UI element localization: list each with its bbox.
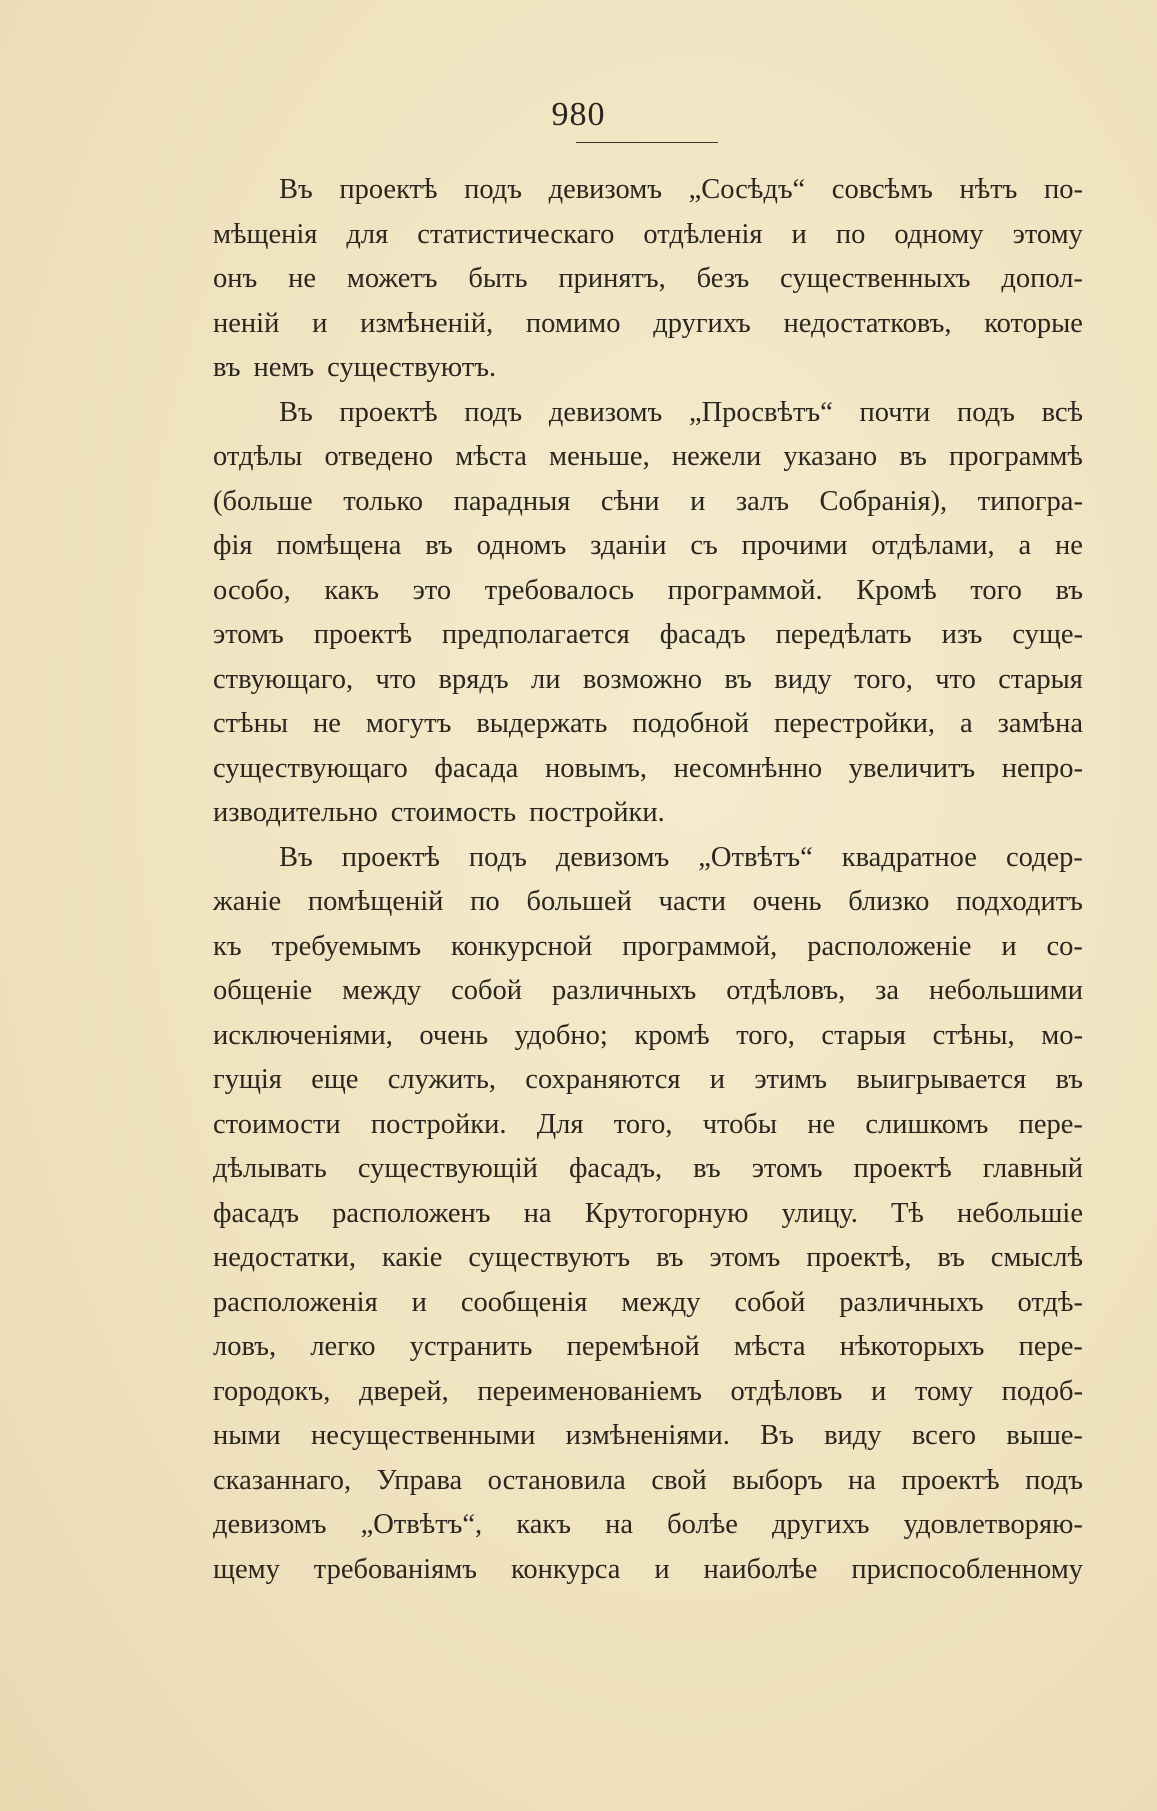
word: не [312, 708, 341, 739]
word: требованіямъ [313, 1553, 478, 1585]
word: несущественными [310, 1420, 536, 1451]
word: въ [1055, 1064, 1083, 1095]
page-number: 980 [551, 96, 606, 133]
word: отдѣловъ, [726, 975, 846, 1006]
word: другихъ [653, 307, 751, 339]
word: одномъ [476, 530, 567, 561]
text-line [213, 524, 1083, 569]
paragraph-soseed [213, 168, 1083, 391]
word: „Сосѣдъ“ [688, 174, 806, 205]
word: статистическаго [417, 218, 615, 250]
word: жаніе [213, 886, 282, 917]
word: изводительно [213, 797, 378, 828]
word: предполагается [441, 619, 630, 650]
word: въ [656, 1242, 684, 1273]
word: небольшіе [956, 1197, 1083, 1229]
word: не [1054, 530, 1083, 561]
word: девизомъ [548, 174, 662, 205]
word: этомъ [709, 1242, 781, 1273]
word: одному [894, 218, 984, 250]
word: быть [468, 263, 528, 294]
word: щему [213, 1553, 280, 1585]
word: Собранія), [819, 485, 948, 517]
word: расположенъ [332, 1197, 491, 1229]
word: залъ [735, 485, 790, 517]
word: на [605, 1509, 634, 1540]
word: главный [982, 1153, 1083, 1184]
word: существенныхъ [780, 263, 971, 294]
word: служить, [387, 1064, 497, 1095]
text-line [213, 1236, 1083, 1281]
text-line [213, 1414, 1083, 1459]
paragraph-otvet [213, 836, 1083, 1593]
paragraph-prosvet [213, 391, 1083, 836]
text-line [213, 1147, 1083, 1192]
text-line [213, 213, 1083, 258]
word: „Просвѣтъ“ [688, 396, 833, 428]
word: проектѣ [339, 174, 438, 205]
word: стоимости [213, 1108, 341, 1140]
word: (больше [213, 485, 313, 517]
word: собой [734, 1286, 806, 1318]
word: болѣе [667, 1509, 738, 1540]
word: пере- [1018, 1108, 1083, 1140]
text-line [213, 1103, 1083, 1148]
word: допол- [1001, 263, 1083, 294]
text-line [213, 257, 1083, 302]
word: на [523, 1197, 552, 1229]
word: принятъ, [558, 263, 666, 294]
word: недостатковъ, [783, 307, 952, 339]
word: непро- [1001, 752, 1083, 784]
word: Для [536, 1108, 584, 1140]
word: этимъ [754, 1064, 828, 1095]
word: какъ [324, 574, 379, 606]
word: требовалось [484, 574, 635, 606]
word: стоимость [390, 797, 517, 828]
word: прочими [741, 530, 848, 561]
text-line [213, 1014, 1083, 1059]
text-line [213, 925, 1083, 970]
word: для [346, 218, 389, 250]
word: и [411, 1286, 427, 1318]
word: только [343, 485, 424, 517]
word: въ [213, 352, 241, 383]
text-line [213, 836, 1083, 881]
word: перестройки, [774, 708, 936, 739]
word: того, [736, 1019, 795, 1051]
word: Управа [376, 1464, 463, 1496]
word: остановила [487, 1464, 626, 1496]
word: какъ [516, 1509, 571, 1540]
word: и [871, 1375, 887, 1407]
word: девизомъ [548, 396, 663, 428]
text-line [213, 569, 1083, 614]
word: очень [752, 886, 822, 917]
word: стѣны, [932, 1019, 1015, 1051]
word: фія [213, 530, 253, 561]
word: части [658, 886, 726, 917]
word: близко [848, 886, 930, 917]
word: приспособленному [851, 1553, 1083, 1585]
word: меньше, [549, 441, 650, 472]
word: существующій [357, 1153, 538, 1184]
word: отдѣловъ [730, 1375, 843, 1407]
word: старыя [821, 1019, 907, 1051]
word: и [709, 1064, 726, 1095]
word: гущія [213, 1064, 282, 1095]
word: всѣ [1041, 396, 1083, 428]
text-line [213, 1503, 1083, 1548]
word: по- [1043, 174, 1083, 205]
word: наиболѣе [703, 1553, 818, 1585]
word: небольшими [928, 975, 1083, 1006]
word: зданіи [590, 530, 667, 561]
word: въ [693, 1153, 721, 1184]
word: измѣненій, [360, 307, 494, 339]
text-line [213, 391, 1083, 436]
word: виду [824, 1420, 882, 1451]
word: различныхъ [551, 975, 697, 1006]
word: между [342, 975, 422, 1006]
word: общеніе [213, 975, 313, 1006]
text-line [213, 1192, 1083, 1237]
word: въ [899, 441, 927, 472]
word: совсѣмъ [831, 174, 933, 205]
word: немъ [253, 352, 315, 383]
word: виду [774, 663, 832, 695]
word: девизомъ [555, 841, 670, 873]
word: выигрывается [856, 1064, 1027, 1095]
word: этомъ [213, 619, 284, 650]
word: и [1001, 930, 1017, 962]
word: мѣщенія [213, 218, 318, 250]
word: Въ [760, 1420, 794, 1451]
word: отведено [324, 441, 434, 472]
word: нежели [671, 441, 762, 472]
word: въ [724, 663, 752, 695]
word: существующаго [213, 752, 408, 784]
word: врядъ [438, 663, 509, 695]
text-line [213, 1370, 1083, 1415]
word: того [970, 574, 1022, 606]
word: а [1018, 530, 1032, 561]
word: девизомъ [213, 1509, 327, 1540]
word: ными [213, 1420, 281, 1451]
word: передѣлать [775, 619, 912, 650]
word: собой [451, 975, 523, 1006]
word: изъ [941, 619, 983, 650]
text-line [213, 435, 1083, 480]
word: переименованіемъ [477, 1375, 702, 1407]
word: подъ [468, 841, 527, 873]
word: проектѣ [901, 1464, 1000, 1496]
word: ловъ, [213, 1331, 277, 1362]
text-line [213, 969, 1083, 1014]
word: указано [783, 441, 878, 472]
word: что [935, 663, 976, 695]
word: не [288, 263, 316, 294]
word: это [412, 574, 452, 606]
word: сказаннаго, [213, 1464, 352, 1496]
word: еще [311, 1064, 359, 1095]
word: постройки. [529, 797, 665, 828]
word: отдѣлами, [871, 530, 995, 561]
word: городокъ, [213, 1375, 331, 1407]
word: могутъ [365, 708, 452, 739]
word: программой, [622, 930, 778, 962]
word: очень [419, 1019, 489, 1051]
word: проектѣ [853, 1153, 952, 1184]
word: мѣста [455, 441, 527, 472]
word: возможно [582, 663, 703, 695]
word: въ [1055, 574, 1083, 606]
word: особо, [213, 574, 291, 606]
word: типогра- [977, 485, 1083, 517]
word: существуютъ [468, 1242, 631, 1273]
word: старыя [998, 663, 1083, 695]
text-line [213, 613, 1083, 658]
text-line [213, 346, 1083, 391]
word: фасадъ, [568, 1153, 663, 1184]
word: фасадъ [213, 1197, 300, 1229]
word: новымъ, [544, 752, 647, 784]
word: слишкомъ [865, 1108, 989, 1140]
word: Кромѣ [856, 574, 937, 606]
word: помѣщеній [307, 886, 444, 917]
word: дверей, [358, 1375, 449, 1407]
word: помимо [525, 307, 621, 339]
word: различныхъ [839, 1286, 984, 1318]
word: пере- [1018, 1331, 1083, 1362]
word: ствующаго, [213, 663, 354, 695]
text-line [213, 747, 1083, 792]
text-line [213, 168, 1083, 213]
word: на [848, 1464, 876, 1496]
word: этому [1012, 218, 1083, 250]
word: онъ [213, 263, 258, 294]
word: за [875, 975, 900, 1006]
word: смыслѣ [990, 1242, 1083, 1273]
word: къ [213, 930, 242, 962]
word: Тѣ [890, 1197, 924, 1229]
text-line [213, 480, 1083, 525]
word: удовлетворяю- [903, 1509, 1083, 1540]
word: и [312, 307, 328, 339]
word: „Отвѣтъ“, [360, 1509, 483, 1540]
word: парадныя [453, 485, 571, 517]
word: свой [651, 1464, 707, 1496]
word: почти [859, 396, 931, 428]
word: можетъ [346, 263, 438, 294]
word: постройки. [370, 1108, 507, 1140]
word: замѣна [997, 708, 1083, 739]
word: чтобы [702, 1108, 778, 1140]
page-number-underline [576, 142, 718, 143]
word: измѣненіями. [565, 1420, 730, 1451]
word: того, [854, 663, 913, 695]
word: большей [526, 886, 632, 917]
text-line [213, 702, 1083, 747]
word: Крутогорную [584, 1197, 749, 1229]
word: нѣкоторыхъ [839, 1331, 985, 1362]
word: сѣни [600, 485, 660, 517]
word: отдѣ- [1017, 1286, 1083, 1318]
word: какіе [381, 1242, 443, 1273]
word: между [621, 1286, 701, 1318]
word: отдѣленія [643, 218, 763, 250]
word: подъ [1025, 1464, 1083, 1496]
word: подъ [464, 174, 522, 205]
word: содер- [1005, 841, 1083, 873]
word: суще- [1012, 619, 1083, 650]
word: подъ [956, 396, 1015, 428]
text-line [213, 302, 1083, 347]
word: кромѣ [634, 1019, 710, 1051]
word: дѣлывать [213, 1153, 327, 1184]
word: проектѣ, [806, 1242, 912, 1273]
word: подъ [464, 396, 523, 428]
word: неній [213, 307, 280, 339]
word: того, [613, 1108, 673, 1140]
word: Въ [279, 174, 313, 205]
word: требуемымъ [271, 930, 422, 962]
text-body [213, 168, 1083, 1592]
text-line [213, 658, 1083, 703]
word: недостатки, [213, 1242, 357, 1273]
word: проектѣ [341, 841, 440, 873]
word: фасадъ [659, 619, 746, 650]
word: съ [690, 530, 718, 561]
word: улицу. [781, 1197, 858, 1229]
word: сохраняются [525, 1064, 681, 1095]
word: а [960, 708, 973, 739]
word: всего [911, 1420, 976, 1451]
word: стѣны [213, 708, 288, 739]
text-line [213, 1058, 1083, 1103]
text-line [213, 1459, 1083, 1504]
word: проектѣ [339, 396, 438, 428]
word: другихъ [772, 1509, 870, 1540]
word: программой. [667, 574, 823, 606]
word: выборъ [732, 1464, 823, 1496]
word: подходитъ [956, 886, 1083, 917]
word: по [835, 218, 866, 250]
text-line [213, 791, 1083, 836]
word: по [470, 886, 500, 917]
word: помѣщена [276, 530, 402, 561]
word: мѣста [733, 1331, 806, 1362]
word: безъ [696, 263, 750, 294]
word: этомъ [751, 1153, 823, 1184]
word: со- [1046, 930, 1083, 962]
word: легко [310, 1331, 376, 1362]
word: Въ [279, 841, 313, 873]
word: отдѣлы [213, 441, 303, 472]
word: въ [425, 530, 453, 561]
word: конкурса [510, 1553, 621, 1585]
word: существуютъ. [327, 352, 497, 383]
word: увеличитъ [848, 752, 976, 784]
word: ли [531, 663, 561, 695]
text-line [213, 880, 1083, 925]
word: нѣтъ [959, 174, 1018, 205]
word: программѣ [949, 441, 1083, 472]
word: конкурсной [451, 930, 593, 962]
word: исключеніями, [213, 1019, 393, 1051]
word: расположеніе [807, 930, 972, 962]
word: расположенія [213, 1286, 378, 1318]
word: перемѣной [566, 1331, 700, 1362]
word: фасада [434, 752, 519, 784]
word: проектѣ [313, 619, 412, 650]
word: и [690, 485, 706, 517]
word: которые [984, 307, 1083, 339]
word: и [791, 218, 807, 250]
word: подоб- [1001, 1375, 1083, 1407]
text-line [213, 1325, 1083, 1370]
word: подобной [632, 708, 750, 739]
word: „Отвѣтъ“ [698, 841, 813, 873]
text-line [213, 1548, 1083, 1593]
word: несомнѣнно [673, 752, 823, 784]
word: выше- [1006, 1420, 1083, 1451]
word: удобно; [514, 1019, 608, 1051]
word: сообщенія [460, 1286, 588, 1318]
word: Въ [279, 396, 313, 428]
word: выдержать [476, 708, 608, 739]
word: тому [914, 1375, 973, 1407]
word: въ [937, 1242, 965, 1273]
word: квадратное [841, 841, 977, 873]
word: не [807, 1108, 836, 1140]
word: что [375, 663, 417, 695]
word: мо- [1041, 1019, 1083, 1051]
word: устранить [409, 1331, 533, 1362]
word: и [654, 1553, 670, 1585]
text-line [213, 1281, 1083, 1326]
